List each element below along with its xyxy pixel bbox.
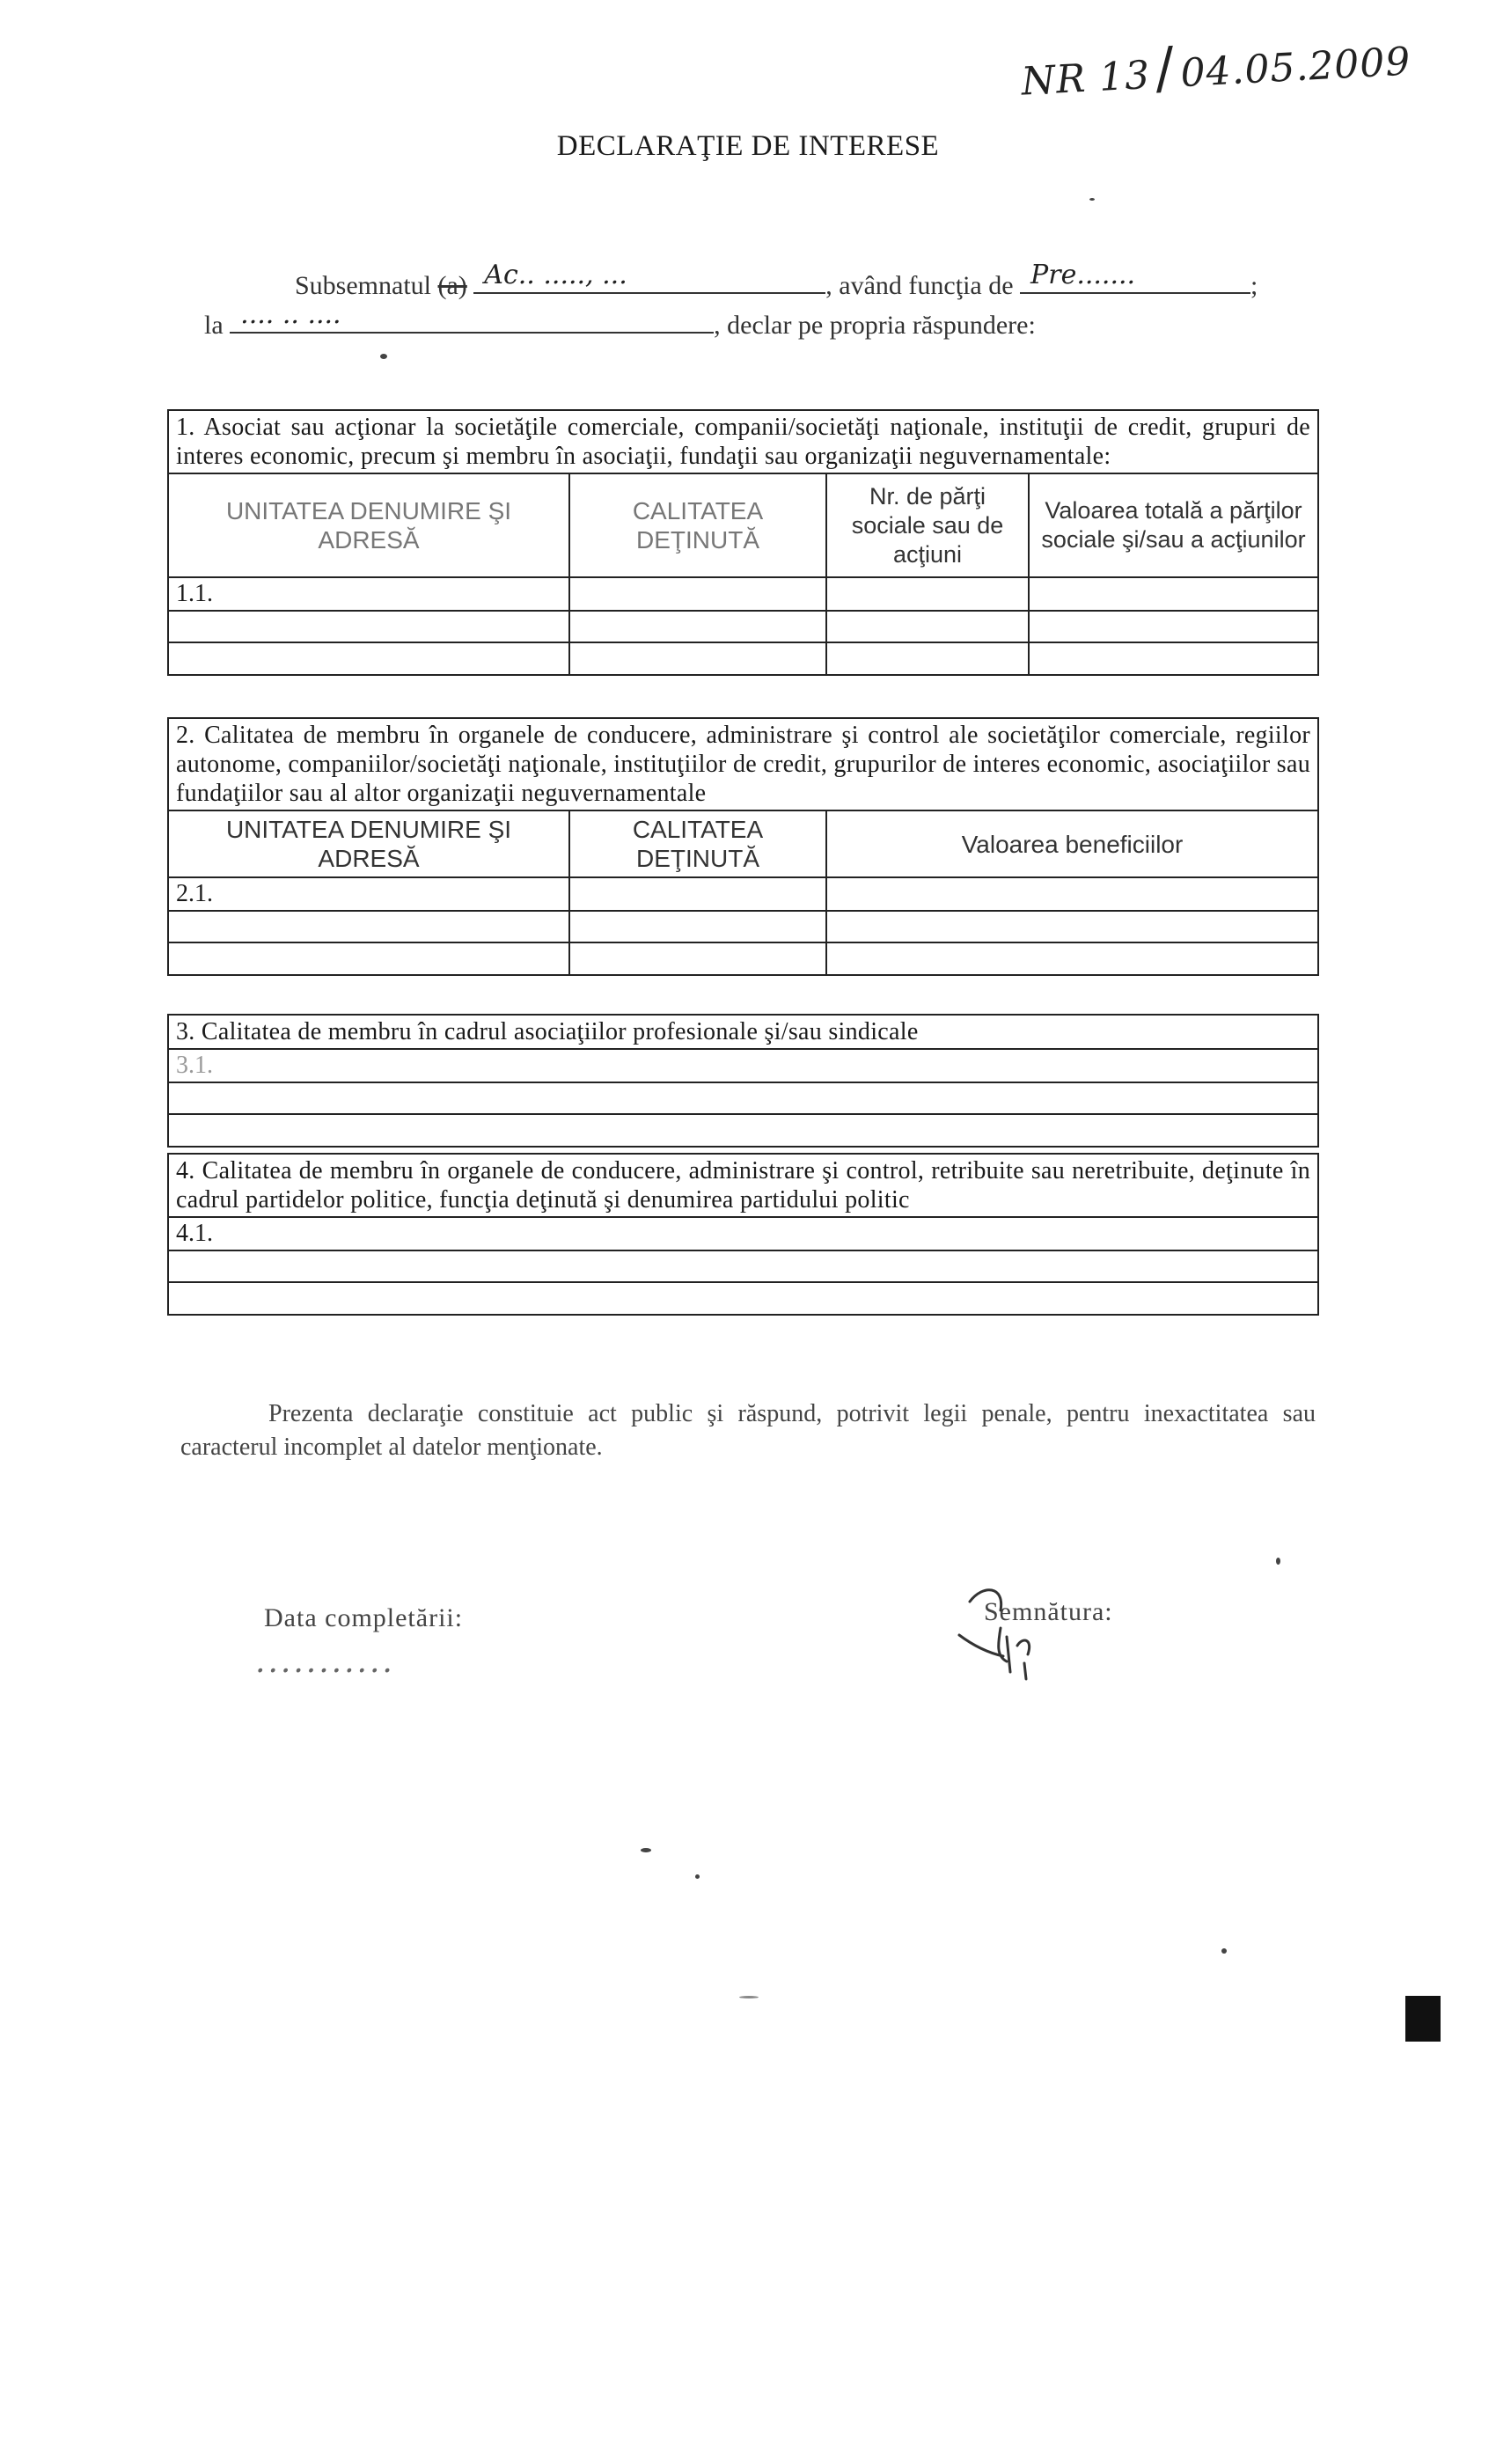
legal-statement: Prezenta declaraţie constituie act public şi răspund, potrivit legii penale, pentru inexactitatea sau caracterul incomplet al datelor menţionate. <box>180 1400 1316 1461</box>
function-handwritten: Pre....... <box>1030 260 1136 290</box>
scan-speck <box>1276 1558 1280 1565</box>
table-row <box>169 1282 1317 1314</box>
table-cell[interactable] <box>826 877 1317 911</box>
registration-number: NR 13/04.05.2009 <box>1020 35 1412 105</box>
section-1 <box>167 409 1319 676</box>
table-cell[interactable] <box>169 911 569 942</box>
function-field[interactable] <box>1020 260 1250 294</box>
table-cell[interactable] <box>169 942 569 974</box>
table-row <box>169 1082 1317 1114</box>
section-4-title: 4. Calitatea de membru în organele de conducere, administrare şi control, retribuite sau neretribuite, deţinute în cadrul partidelor politice, funcţia deţinută şi denumirea partidului politic <box>169 1155 1317 1217</box>
s1-row-label: 1.1. <box>169 577 569 611</box>
table-cell[interactable] <box>569 877 826 911</box>
table-cell[interactable] <box>169 1282 1317 1314</box>
signature-scribble-icon <box>952 1575 1049 1698</box>
s1-header-calitatea: CALITATEA DEŢINUTĂ <box>569 473 826 577</box>
section-1-table <box>169 411 1317 674</box>
place-field[interactable] <box>230 299 714 334</box>
intro-semicolon: ; <box>1250 271 1258 300</box>
gender-suffix: (a) <box>437 271 467 300</box>
la-label: la <box>204 311 224 340</box>
table-cell[interactable] <box>569 942 826 974</box>
table-row <box>169 1217 1317 1250</box>
declar-label: , declar pe propria răspundere: <box>714 311 1036 340</box>
table-row <box>169 1049 1317 1082</box>
section-3-title: 3. Calitatea de membru în cadrul asociaţiilor profesionale şi/sau sindicale <box>169 1016 1317 1049</box>
document-title: DECLARAŢIE DE INTERESE <box>556 130 940 162</box>
table-row <box>169 642 1317 674</box>
s2-header-valoarea-beneficiilor: Valoarea beneficiilor <box>826 810 1317 877</box>
table-row <box>169 942 1317 974</box>
scan-edge-mark <box>1405 1996 1441 2042</box>
s4-row-label[interactable]: 4.1. <box>169 1217 1317 1250</box>
section-3-table <box>169 1016 1317 1146</box>
table-cell[interactable] <box>1029 611 1317 642</box>
s1-header-valoarea: Valoarea totală a părţilor sociale şi/sau a acţiunilor <box>1029 473 1317 577</box>
table-row <box>169 611 1317 642</box>
table-cell[interactable] <box>826 911 1317 942</box>
name-handwritten: Ac.. ....., ... <box>484 260 627 290</box>
table-row <box>169 577 1317 611</box>
table-cell[interactable] <box>169 1082 1317 1114</box>
scan-speck <box>739 1996 759 1998</box>
table-row <box>169 1250 1317 1282</box>
table-cell[interactable] <box>569 642 826 674</box>
table-cell[interactable] <box>826 577 1029 611</box>
signature-label: Semnătura: <box>984 1597 1113 1626</box>
completion-date-handwritten: ........... <box>255 1644 395 1680</box>
place-handwritten: .... .. .... <box>240 299 341 330</box>
s2-row-label: 2.1. <box>169 877 569 911</box>
scan-speck <box>1089 198 1095 201</box>
scan-speck <box>641 1848 651 1852</box>
table-cell[interactable] <box>1029 642 1317 674</box>
avand-functia-label: , având funcţia de <box>825 271 1014 300</box>
table-cell[interactable] <box>569 911 826 942</box>
scan-speck <box>695 1874 700 1879</box>
table-cell[interactable] <box>1029 577 1317 611</box>
s1-header-nr-parti: Nr. de părţi sociale sau de acţiuni <box>826 473 1029 577</box>
table-cell[interactable] <box>169 1114 1317 1146</box>
name-field[interactable] <box>473 260 825 294</box>
table-row <box>169 877 1317 911</box>
subsemnatul-label: Subsemnatul <box>295 271 431 300</box>
table-cell[interactable] <box>569 611 826 642</box>
section-4-table <box>169 1155 1317 1314</box>
section-4 <box>167 1153 1319 1316</box>
section-2-table <box>169 719 1317 974</box>
table-cell[interactable] <box>826 611 1029 642</box>
s2-header-calitatea: CALITATEA DEŢINUTĂ <box>569 810 826 877</box>
table-cell[interactable] <box>169 611 569 642</box>
scan-speck <box>380 354 387 359</box>
s2-header-unitatea: UNITATEA DENUMIRE ŞI ADRESĂ <box>169 810 569 877</box>
section-2-title: 2. Calitatea de membru în organele de conducere, administrare şi control ale societăţilor comerciale, regiilor autonome, companiilor/societăţi naţionale, instituţiilor de credit, grupurilor de interes economic, asociaţiilor sau fundaţiilor sau al altor organizaţii neguvernamentale <box>169 719 1317 810</box>
table-cell[interactable] <box>569 577 826 611</box>
s1-header-unitatea: UNITATEA DENUMIRE ŞI ADRESĂ <box>169 473 569 577</box>
table-cell[interactable] <box>826 642 1029 674</box>
table-cell[interactable] <box>169 1250 1317 1282</box>
section-1-title: 1. Asociat sau acţionar la societăţile comerciale, companii/societăţi naţionale, instituţii de credit, grupuri de interes economic, precum şi membru în asociaţii, fundaţii sau organizaţii neguvernamentale: <box>169 411 1317 473</box>
s3-row-label[interactable]: 3.1. <box>169 1049 1317 1082</box>
table-cell[interactable] <box>826 942 1317 974</box>
table-row <box>169 1114 1317 1146</box>
intro-line-2 <box>204 299 1036 341</box>
table-row <box>169 911 1317 942</box>
intro-line-1 <box>295 260 1258 301</box>
section-2 <box>167 717 1319 976</box>
section-3 <box>167 1014 1319 1148</box>
table-cell[interactable] <box>169 642 569 674</box>
scan-speck <box>1221 1948 1227 1954</box>
completion-date-label: Data completării: <box>264 1603 464 1632</box>
